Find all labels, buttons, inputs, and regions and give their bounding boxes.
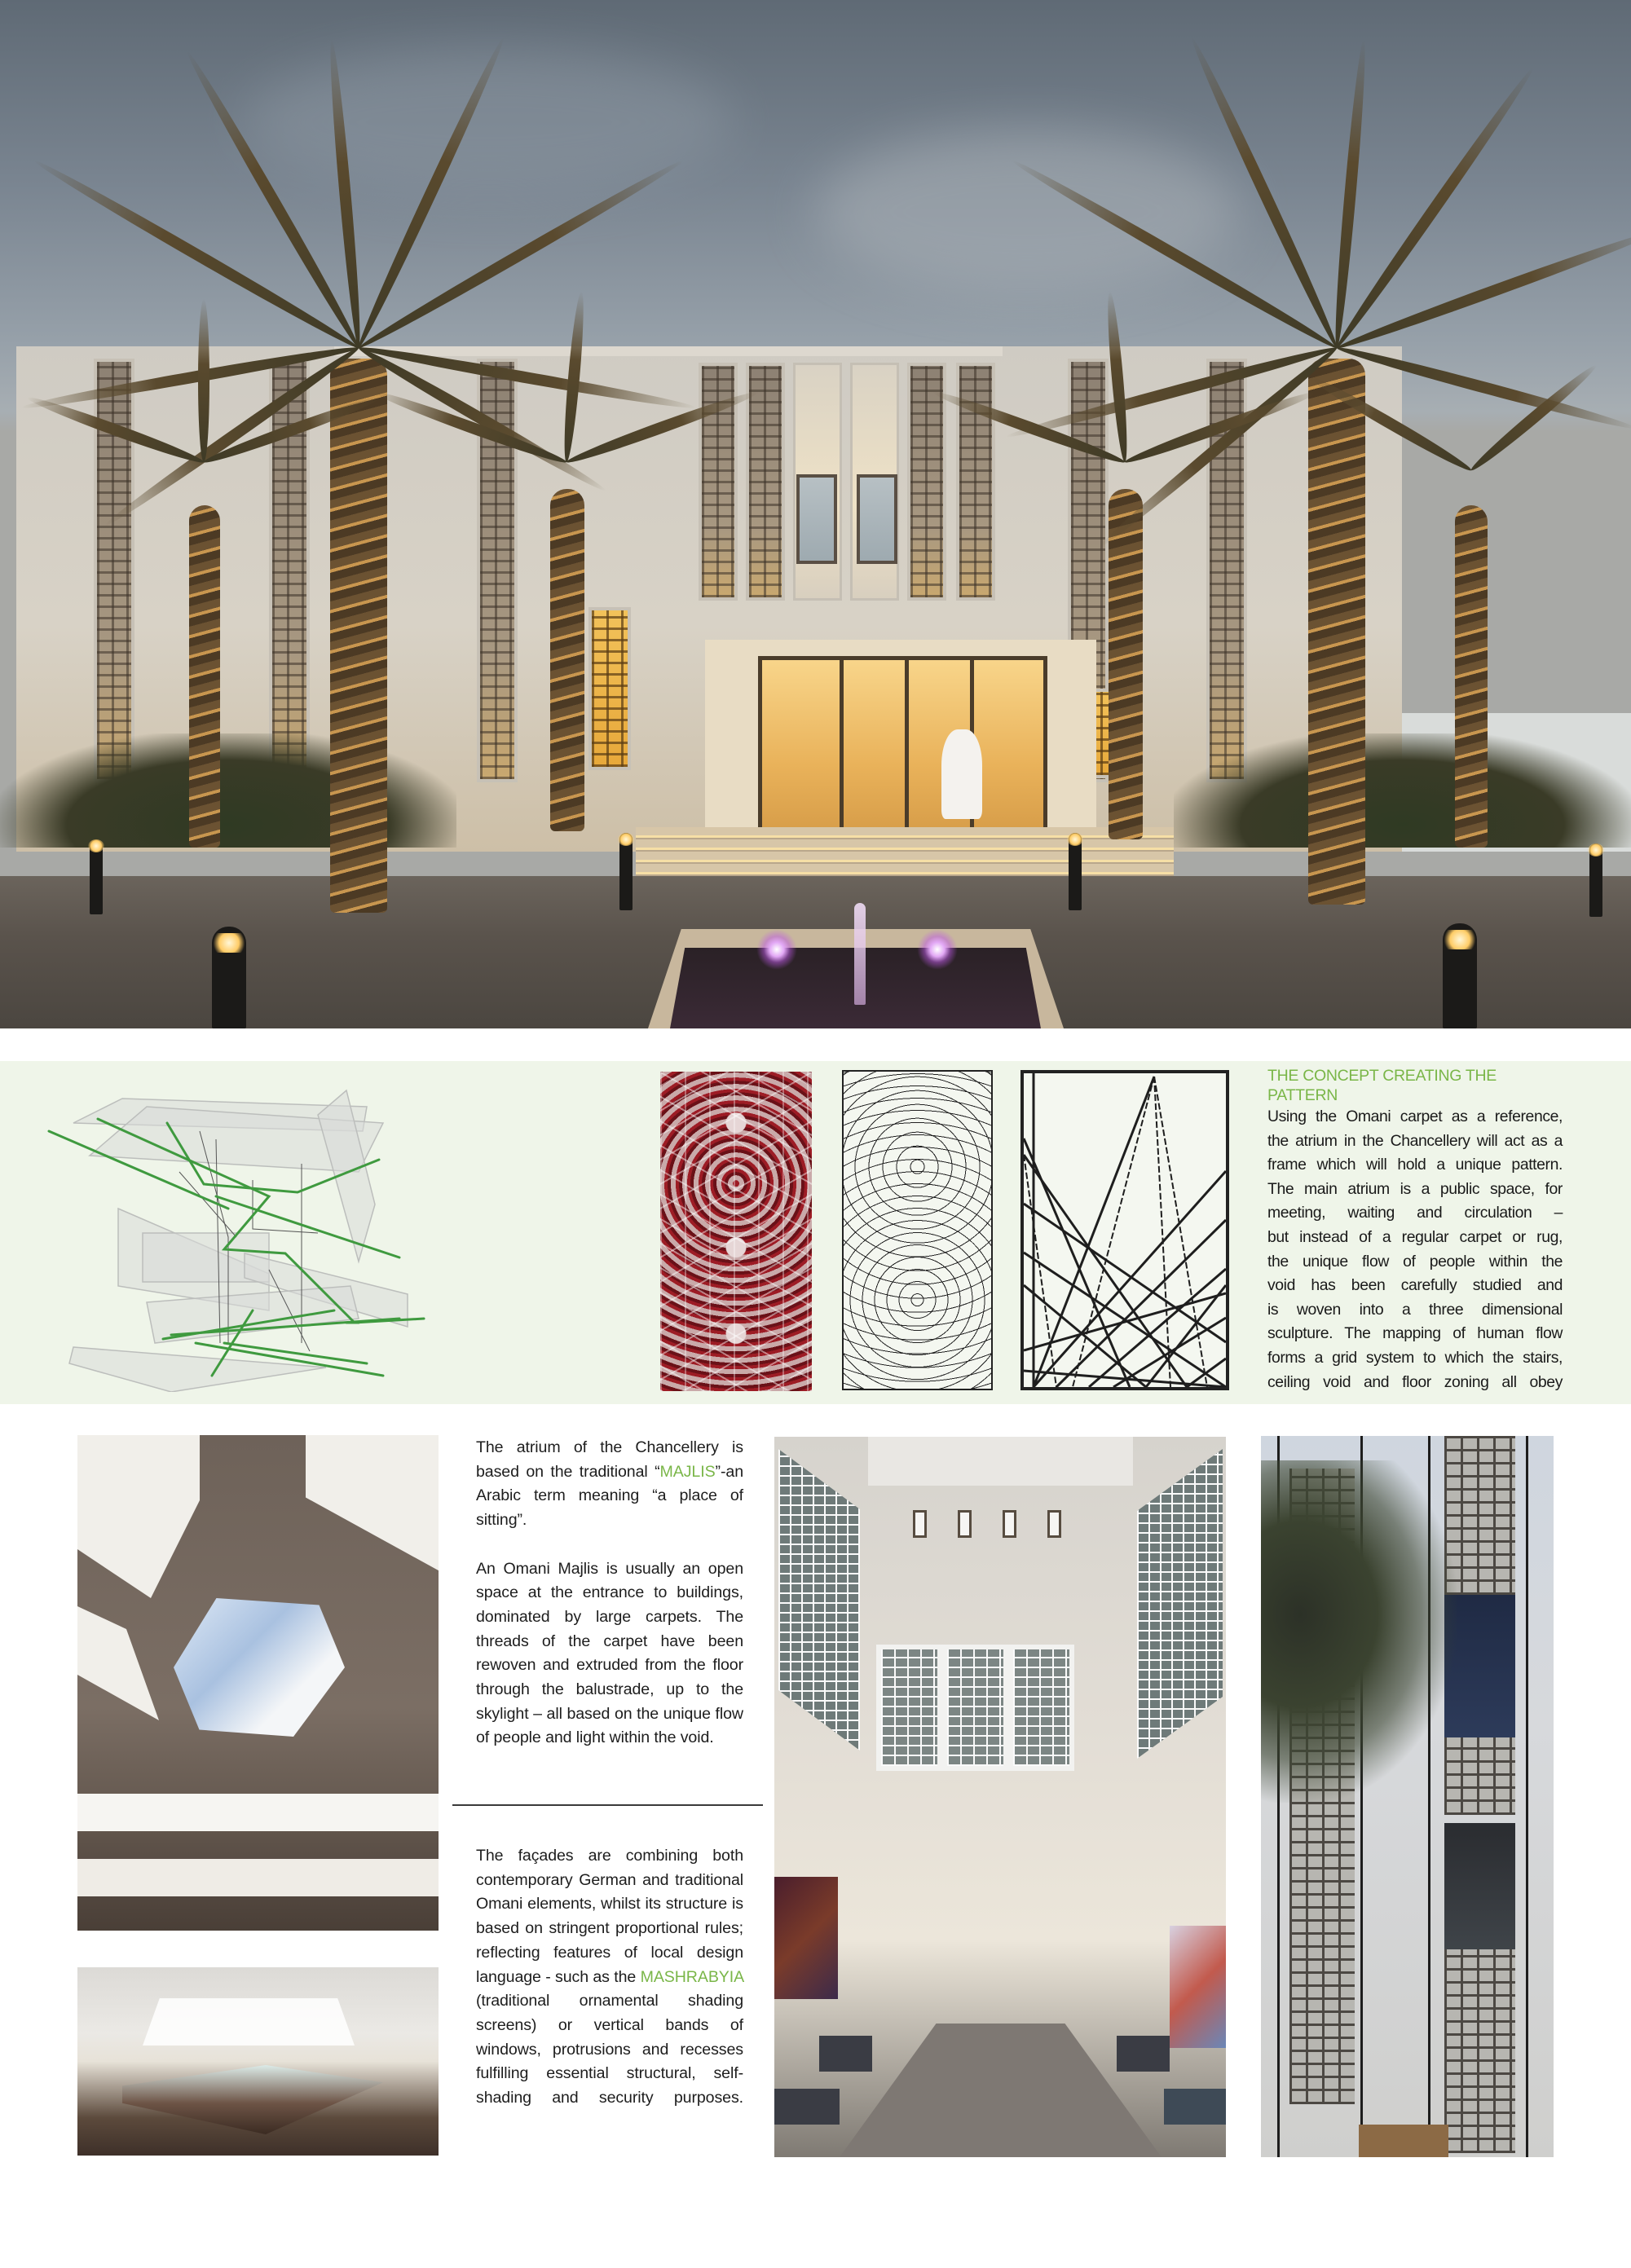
glass-balustrade [122, 2065, 383, 2134]
hall-ceiling [868, 1437, 1133, 1486]
bollard-light [90, 839, 103, 914]
mashrabiya-grille [942, 1645, 1008, 1771]
pool-light [756, 929, 797, 970]
hedge [0, 733, 456, 848]
fountain-jet [854, 903, 866, 1005]
bench [774, 2089, 840, 2125]
majlis-text [476, 1436, 743, 1751]
carpet-pattern-outline [842, 1070, 993, 1390]
building-parapet [334, 346, 1003, 356]
concept-line: the unique flow of people within the [1267, 1252, 1563, 1271]
wooden-bench [1359, 2125, 1448, 2157]
window [857, 474, 897, 564]
palm-trunk [330, 359, 387, 913]
palm-fronds [1261, 1460, 1457, 1803]
palm-trunk [1308, 359, 1365, 905]
wall-artwork [774, 1877, 838, 1999]
concept-body [1267, 1105, 1563, 1394]
ceiling-void [77, 1606, 159, 1720]
ceiling-void [306, 1435, 439, 1574]
concept-line: forms a grid system to which the stairs, [1267, 1348, 1563, 1367]
majlis-paragraph-1: The atrium of the Chancellery is based on the traditional “MAJLIS”-an Arabic term meaning “a place of sitting”. [476, 1438, 743, 1530]
entrance-hall-photo [774, 1437, 1226, 2157]
concept-text-block [1267, 1066, 1563, 1394]
concept-line: Using the Omani carpet as a reference, [1267, 1108, 1563, 1125]
atrium-flow-diagram-graphic [24, 1074, 644, 1392]
ceiling-void [77, 1435, 200, 1598]
palm-trunk [189, 505, 220, 848]
bollard-light [619, 833, 633, 910]
clerestory-window [913, 1510, 927, 1538]
mashrabiya-screen [746, 363, 785, 601]
palm-trunk [1455, 505, 1488, 848]
concept-line: The main atrium is a public space, for [1267, 1179, 1563, 1198]
clerestory-window [1003, 1510, 1016, 1538]
side-mashrabiya-grille [778, 1449, 860, 1751]
mashrabiya-grille [876, 1645, 942, 1771]
flow-line-pattern [1020, 1070, 1229, 1390]
bollard-light [1589, 843, 1602, 917]
dark-window [1444, 1823, 1515, 1949]
flow-diagram [24, 1074, 644, 1392]
carpet-pattern-red [660, 1072, 812, 1391]
clerestory-window [1047, 1510, 1061, 1538]
mashrabiya-screen [1444, 1949, 1515, 2153]
clerestory-window [958, 1510, 972, 1538]
bench [1117, 2036, 1170, 2072]
section-divider [452, 1804, 763, 1806]
mashrabiya-grille [1008, 1645, 1074, 1771]
hall-rug [840, 2024, 1162, 2157]
side-mashrabiya-grille [1137, 1449, 1223, 1759]
facade-paragraph: The façades are combining both contemporary German and traditional Omani elements, whilst its structure is based on stringent proportional rules; reflecting features of local design language - such as the MASHRABYIA (traditional ornamental shading screens) or vertical bands of windows, protrusions and recesses fulfilling essential structural, self-shading and security purposes. [476, 1847, 743, 2107]
mashrabyia-highlight: MASHRABYIA [640, 1967, 743, 1986]
facade-text [476, 1844, 743, 2111]
pool-light [917, 929, 958, 970]
atrium-skylight-photo [77, 1435, 439, 1931]
concept-line: meeting, waiting and circulation – [1267, 1204, 1563, 1222]
bollard-light [1443, 923, 1477, 1028]
palm-frond [198, 299, 209, 462]
window [796, 474, 837, 564]
facade-joint [1526, 1436, 1528, 2157]
balcony [77, 1794, 439, 1831]
bench [819, 2036, 872, 2072]
hedge [1174, 733, 1631, 848]
concept-line: is woven into a three dimensional [1267, 1300, 1563, 1319]
ceiling-skylight [143, 1998, 355, 2046]
bear-sculpture [941, 729, 982, 819]
bollard-light [212, 927, 246, 1028]
concept-line: but instead of a regular carpet or rug, [1267, 1227, 1563, 1246]
majlis-highlight: MAJLIS [659, 1462, 716, 1481]
lit-mashrabiya-screen [588, 607, 631, 770]
concept-line: frame which will hold a unique pattern. [1267, 1156, 1563, 1174]
balcony [77, 1859, 439, 1896]
bench [1164, 2089, 1226, 2125]
entrance-steps [636, 827, 1174, 876]
palm-trunk [1109, 489, 1143, 839]
wall-artwork [1170, 1926, 1226, 2048]
skylight [174, 1598, 345, 1737]
bollard-light [1069, 833, 1082, 910]
hero-photo [0, 0, 1631, 1028]
palm-frond [31, 156, 361, 353]
facade-detail-photo [1261, 1436, 1554, 2157]
entrance-glass-doors [758, 656, 1047, 839]
palm-trunk [550, 489, 584, 831]
concept-line: void has been carefully studied and [1267, 1276, 1563, 1295]
flow-line-pattern-graphic [1024, 1073, 1226, 1387]
cloud [815, 130, 1239, 293]
concept-line: the atrium in the Chancellery will act as a [1267, 1131, 1563, 1150]
lobby-void-photo [77, 1967, 439, 2156]
majlis-paragraph-2: An Omani Majlis is usually an open space at the entrance to buildings, dominated by large carpets. The threads of the carpet have been rewoven and extruded from the floor through the balustrade, up to the skylight – all based on the unique flow of people and light within the void. [476, 1559, 743, 1747]
mashrabiya-screen [907, 363, 946, 601]
concept-title: THE CONCEPT CREATING THE PATTERN [1267, 1067, 1497, 1104]
concept-line: ceiling void and floor zoning all obey [1267, 1372, 1563, 1391]
concept-line: sculpture. The mapping of human flow [1267, 1324, 1563, 1343]
